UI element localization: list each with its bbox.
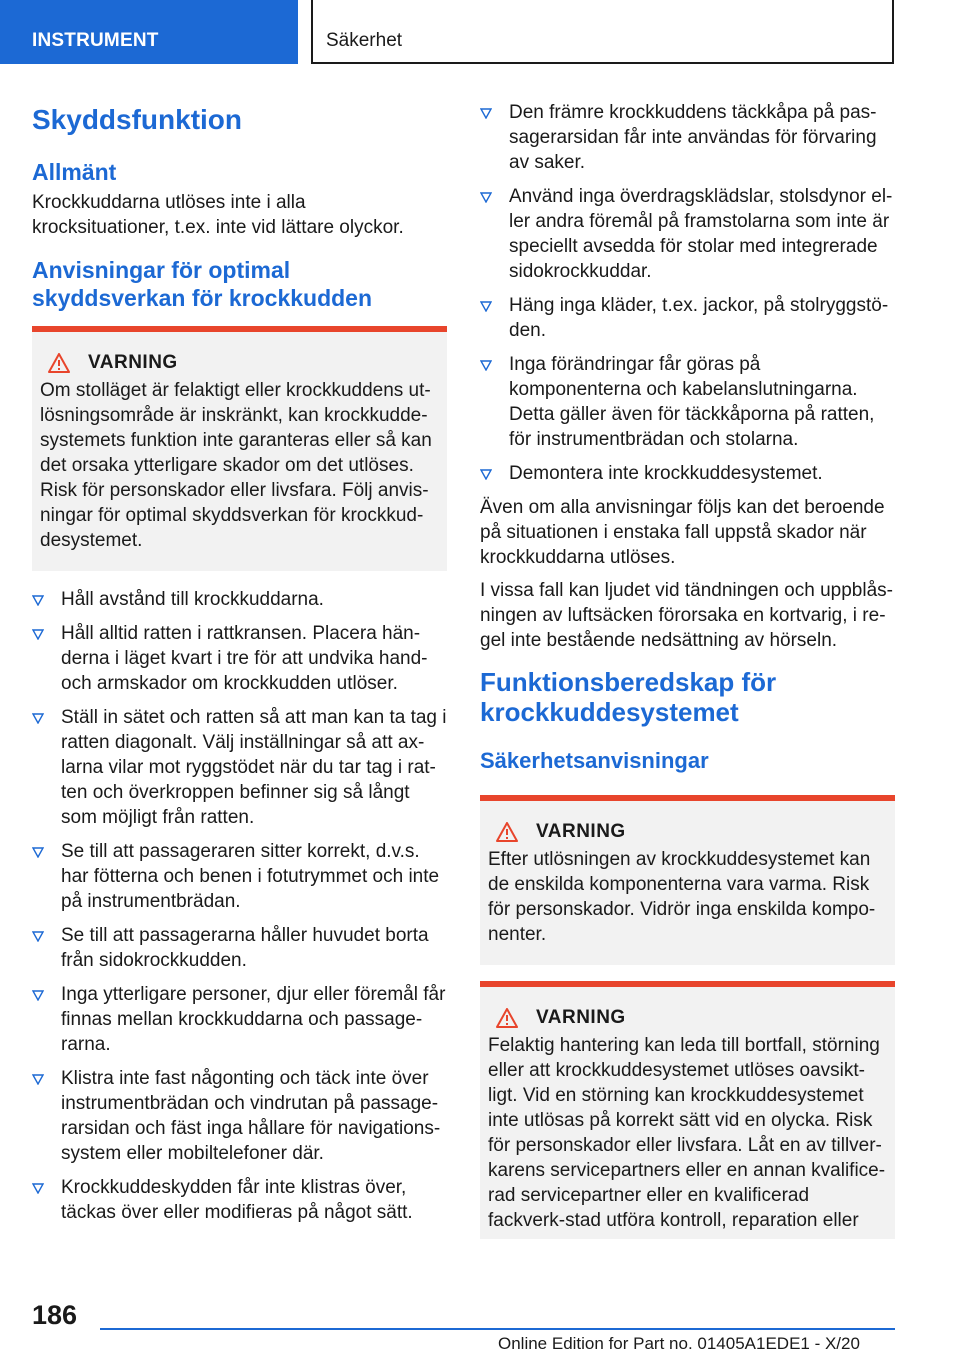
chapter-tab-label: INSTRUMENT [32,30,159,51]
warning-triangle-icon [496,1008,518,1028]
list-item-text: Demontera inte krockkuddesystemet. [509,463,823,484]
list-item-text: Inga förändringar får göras på komponenterna och kabelanslutningarna. Detta gäller även för täckkåporna på ratten, för instrumentbrädan och stolarna. [509,354,875,450]
list-item [480,461,895,486]
list-item-text: Inga ytterligare personer, djur eller föremål får finnas mellan krockkuddarna och passage-rarna. [61,984,446,1055]
list-item-text: Se till att passageraren sitter korrekt, d.v.s. har fötterna och benen i fotutrymmet och inte på instrumentbrädan. [61,841,440,912]
page-title: Skyddsfunktion [32,104,243,135]
footer-edition: Online Edition for Part no. 01405A1EDE1 - X/20 [498,1334,860,1353]
paragraph: Även om alla anvisningar följs kan det beroende på situationen i enstaka fall uppstå skador när krockkuddarna utlöses. [480,497,885,568]
list-item [32,621,447,696]
left-column [32,100,447,1234]
list-item [480,184,895,284]
warning-box [480,981,895,1239]
bullet-triangle-icon [32,1183,44,1194]
warning-triangle-icon [496,822,518,842]
list-item [32,705,447,830]
bullet-list [32,587,447,1225]
list-item [32,982,447,1057]
bullet-list [480,100,895,486]
list-item-text: Den främre krockkuddens täckkåpa på pas-sagerarsidan får inte användas för förvaring av saker. [509,102,877,173]
section-title: Funktionsberedskap för krockkuddesystemet [480,667,777,727]
bullet-triangle-icon [32,990,44,1001]
bullet-triangle-icon [480,469,492,480]
list-item [32,1066,447,1166]
right-column [480,100,895,1255]
list-item-text: Håll avstånd till krockkuddarna. [61,589,324,610]
section-title: Säkerhet [326,30,403,51]
list-item [32,1175,447,1225]
bullet-triangle-icon [32,595,44,606]
warning-header [496,821,887,843]
bullet-triangle-icon [480,192,492,203]
list-item-text: Håll alltid ratten i rattkransen. Placera hän-derna i läget kvart i tre för att undvika hand- och armskador om krockkudden utlöser. [61,623,428,694]
bullet-triangle-icon [32,1074,44,1085]
list-item [32,839,447,914]
list-item-text: Häng inga kläder, t.ex. jackor, på stolryggstö-den. [509,295,889,341]
warning-title: VARNING [536,1007,626,1028]
warning-title: VARNING [88,352,178,373]
subheading-instructions: Anvisningar för optimal skyddsverkan för krockkudden [32,257,373,311]
list-item-text: Klistra inte fast någonting och täck inte över instrumentbrädan och vindrutan på passage-rarsidan och fäst inga hållare för navigations-system eller mobiltelefoner där. [61,1068,441,1164]
subheading-general: Allmänt [32,159,117,185]
warning-header [496,1007,887,1029]
list-item-text: Använd inga överdragsklädslar, stolsdynor el-ler andra föremål på framstolarna som inte är speciellt avsedda för stolar med integrerade sidokrockkuddar. [509,186,893,282]
subheading-safety: Säkerhetsanvisningar [480,748,709,773]
list-item-text: Ställ in sätet och ratten så att man kan ta tag i ratten diagonalt. Välj inställningar så att ax-larna vilar mot ryggstödet när du tar tag i rat-ten och överkroppen befinner sig så långt som möjligt från ratten. [61,707,447,828]
warning-header [48,352,439,374]
warning-text: Efter utlösningen av krockkuddesystemet kan de enskilda komponenterna vara varma. Risk för personskador. Vidrör inga enskilda kompo-nenter. [488,849,876,945]
bullet-triangle-icon [32,713,44,724]
warning-box [480,795,895,965]
bullet-triangle-icon [480,108,492,119]
warning-text: Felaktig hantering kan leda till bortfall, störning eller att krockkuddesystemet utlöses oavsikt-ligt. Vid en störning kan krockkuddesystemet inte utlösas på korrekt sätt vid en olycka. Risk för personskador eller livsfara. Låt en av tillver-karens servicepartners eller en annan kvalifice-rad servicepartner eller en kvalificerad fackverk-stad utföra kontroll, reparation eller [488,1035,886,1231]
list-item [480,100,895,175]
footer-divider [100,1328,895,1330]
bullet-triangle-icon [32,931,44,942]
bullet-triangle-icon [480,301,492,312]
bullet-triangle-icon [480,360,492,371]
bullet-triangle-icon [32,847,44,858]
page-number: 186 [32,1300,78,1330]
paragraph: I vissa fall kan ljudet vid tändningen och uppblås-ningen av luftsäcken förorsaka en kortvarig, i re-gel inte bestående nedsättning av hörseln. [480,580,893,651]
warning-triangle-icon [48,353,70,373]
chapter-tab[interactable] [0,0,298,64]
list-item [32,587,447,612]
bullet-triangle-icon [32,629,44,640]
warning-text: Om stolläget är felaktigt eller krockkuddens ut-lösningsområde är inskränkt, kan krockkudde-systemets funktion inte garanteras eller så kan det orsaka ytterligare skador om det utlöses. Risk för personskador eller livsfara. Följ anvis-ningar för optimal skyddsverkan för krockkud-desystemet. [40,380,432,551]
warning-box [32,326,447,571]
list-item [480,352,895,452]
list-item-text: Se till att passagerarna håller huvudet borta från sidokrockkudden. [61,925,429,971]
list-item [480,293,895,343]
intro-paragraph: Krockkuddarna utlöses inte i alla krocksituationer, t.ex. inte vid lättare olyckor. [32,192,404,238]
section-header [311,0,894,64]
warning-title: VARNING [536,821,626,842]
list-item [32,923,447,973]
list-item-text: Krockkuddeskydden får inte klistras över, täckas över eller modifieras på något sätt. [61,1177,413,1223]
